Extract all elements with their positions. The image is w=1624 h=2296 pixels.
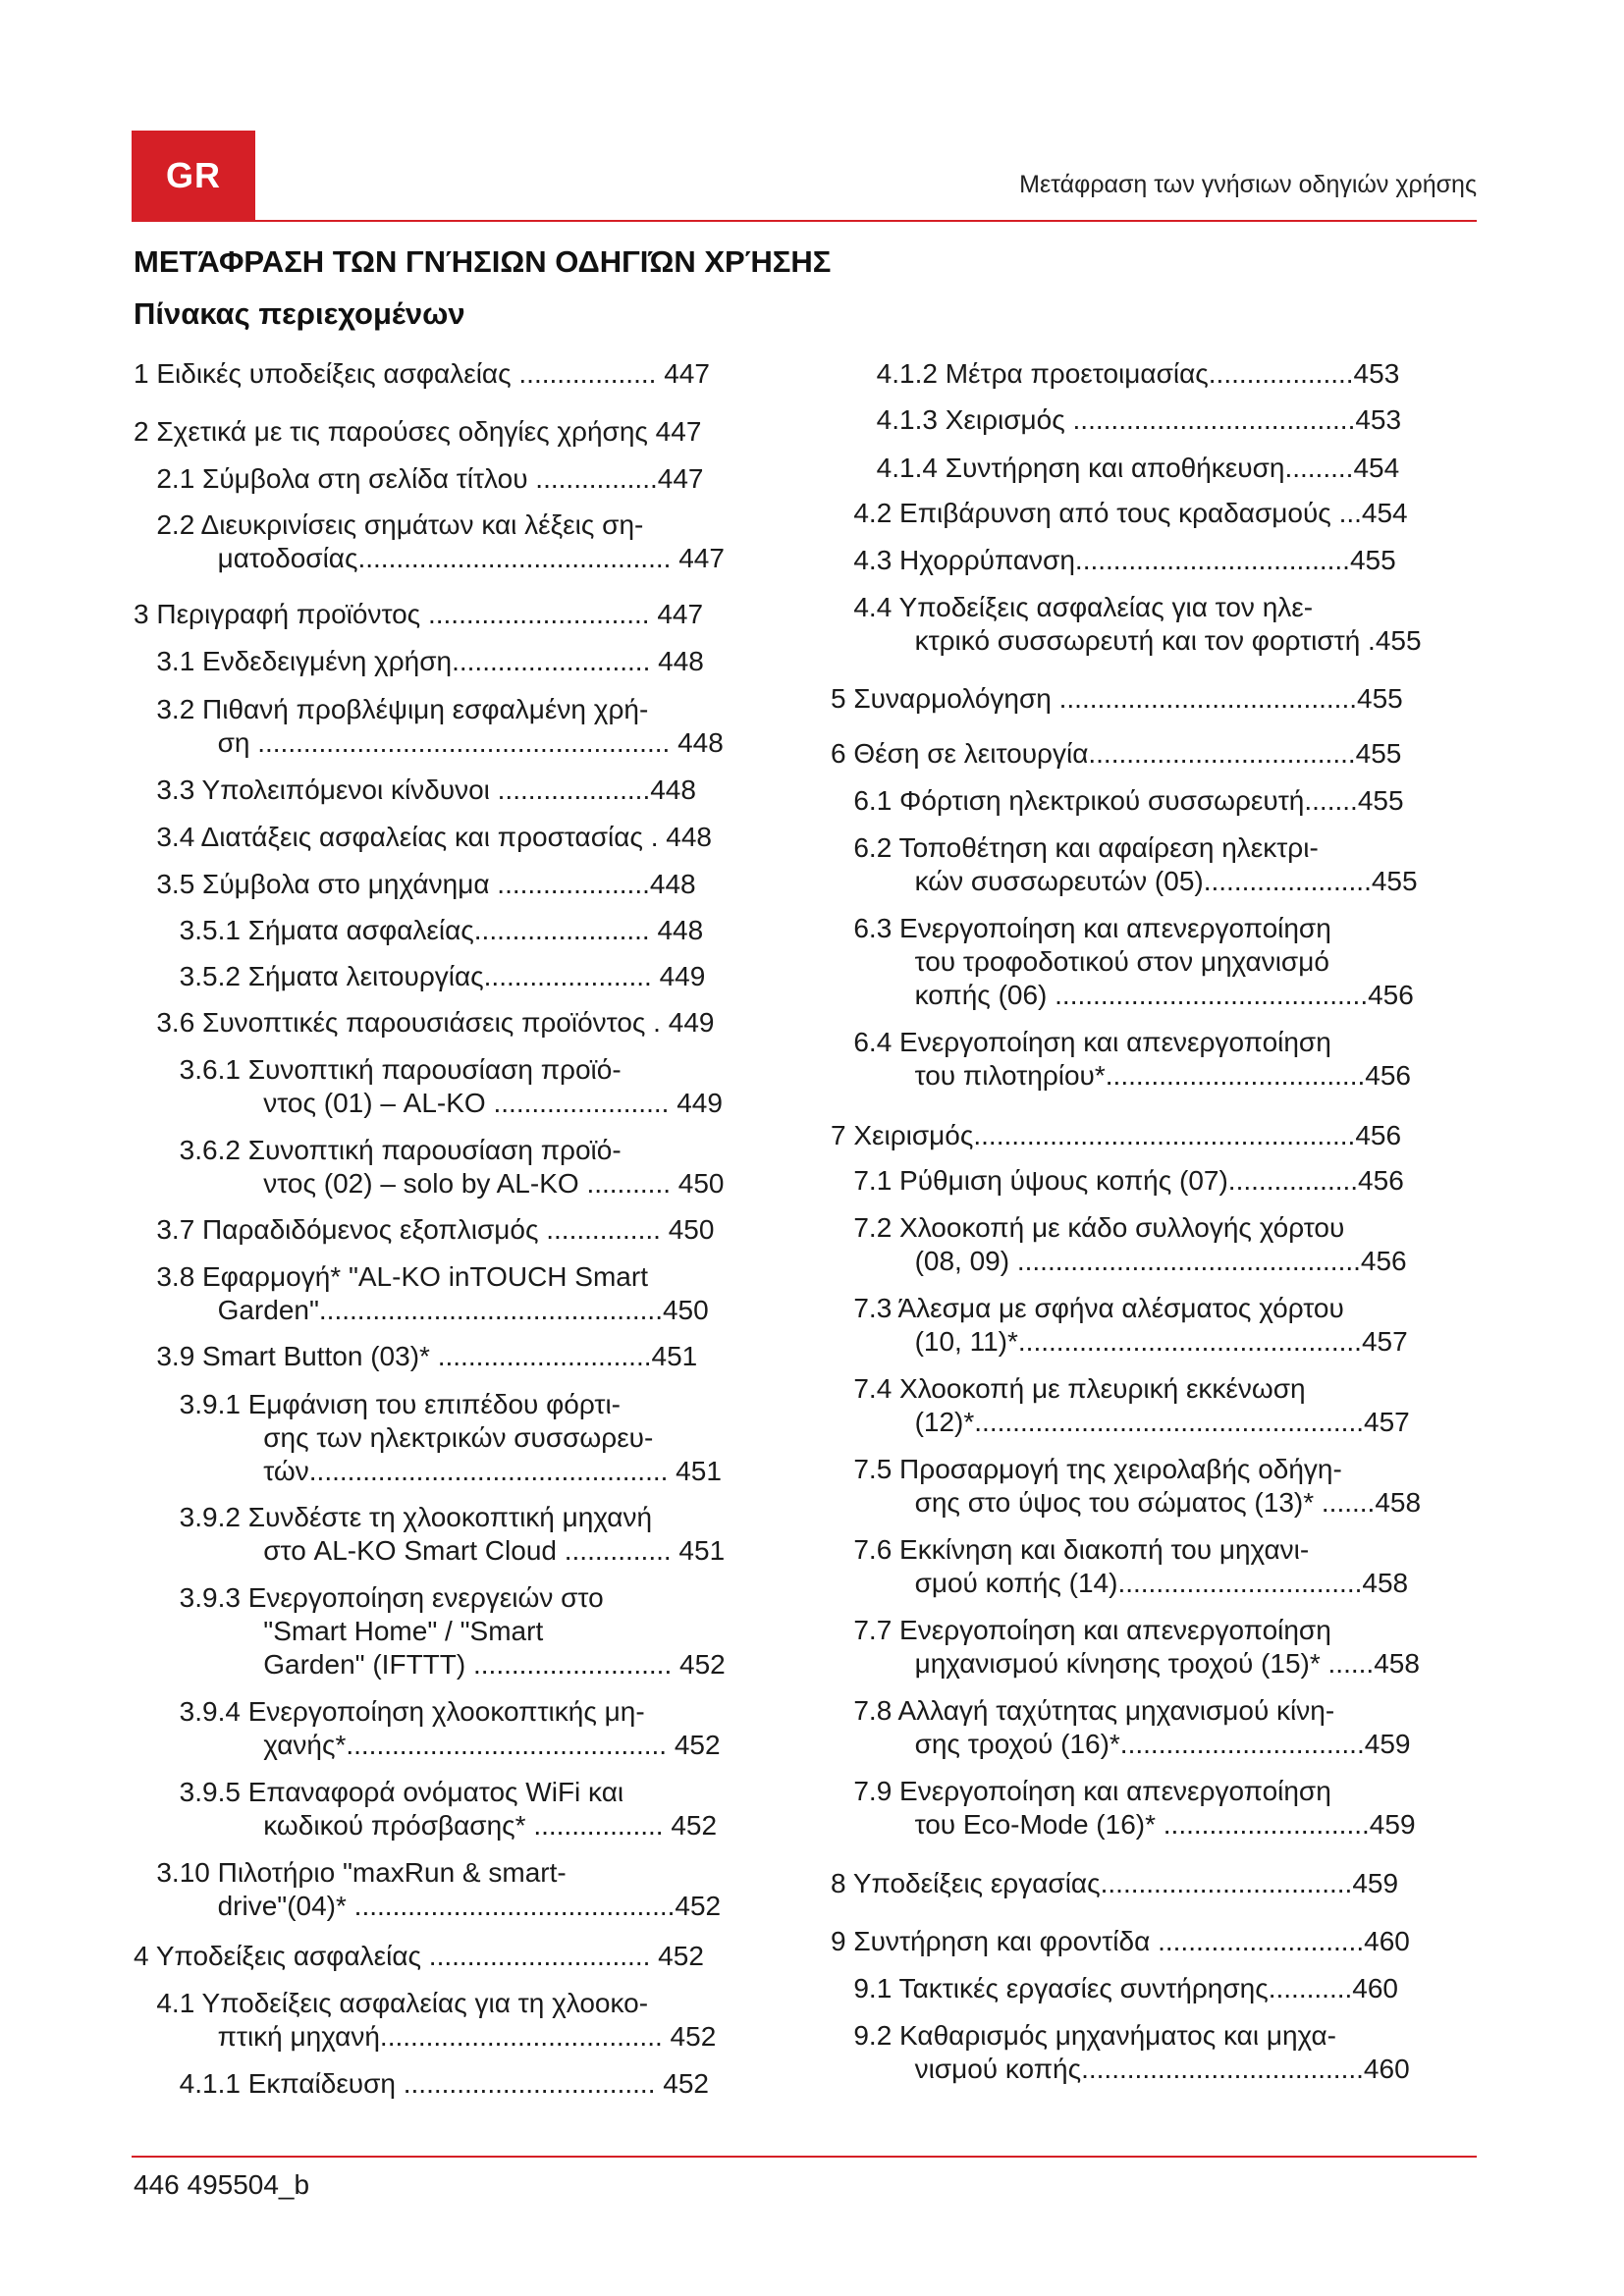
toc-entry-text: 3.4 Διατάξεις ασφαλείας και προστασίας . 448	[134, 822, 712, 852]
toc-entry[interactable]	[134, 357, 752, 391]
toc-entry-text: 7.3 Άλεσμα με σφήνα αλέσματος χόρτου (10, 11)*.............................................457	[853, 1293, 1408, 1357]
toc-entry[interactable]	[134, 415, 752, 449]
toc-entry[interactable]	[134, 508, 752, 575]
toc-entry[interactable]	[831, 1164, 1481, 1198]
toc-entry[interactable]	[134, 1213, 752, 1247]
toc-entry-text: 7.2 Χλοοκοπή με κάδο συλλογής χόρτου (08, 09) .............................................456	[853, 1212, 1407, 1276]
toc-entry-text: 5 Συναρμολόγηση .......................................455	[831, 683, 1403, 714]
toc-entry[interactable]	[831, 1614, 1481, 1681]
toc-entry-text: 7.4 Χλοοκοπή με πλευρική εκκένωση (12)*...................................................457	[853, 1373, 1410, 1437]
toc-entry[interactable]	[831, 544, 1481, 577]
toc-entry-text: 3.7 Παραδιδόμενος εξοπλισμός ............... 450	[134, 1214, 715, 1245]
toc-entry-text: 3.1 Ενδεδειγμένη χρήση.......................... 448	[134, 646, 704, 676]
toc-entry-text: 2.1 Σύμβολα στη σελίδα τίτλου ................447	[134, 463, 704, 494]
toc-entry[interactable]	[831, 737, 1481, 771]
toc-entry[interactable]	[831, 452, 1481, 485]
toc-entry-text: 2 Σχετικά με τις παρούσες οδηγίες χρήσης 447	[134, 416, 702, 447]
toc-entry[interactable]	[134, 1987, 752, 2054]
toc-entry-text: 3.2 Πιθανή προβλέψιμη εσφαλμένη χρή- ση ...................................................... 448	[156, 694, 724, 758]
toc-entry-text: 6.3 Ενεργοποίηση και απενεργοποίηση του τροφοδοτικού στον μηχανισμό κοπής (06) .........................................456	[853, 913, 1414, 1010]
toc-entry-text: 3.9.3 Ενεργοποίηση ενεργειών στο "Smart Home" / "Smart Garden" (IFTTT) .......................... 452	[179, 1582, 726, 1680]
toc-entry-text: 4.1.2 Μέτρα προετοιμασίας...................453	[831, 358, 1400, 389]
toc-entry[interactable]	[831, 1867, 1481, 1900]
toc-entry[interactable]	[831, 682, 1481, 716]
toc-entry[interactable]	[134, 774, 752, 807]
toc-entry-text: 7.5 Προσαρμογή της χειρολαβής οδήγη- σης στο ύψος του σώματος (13)* .......458	[853, 1454, 1422, 1518]
toc-entry-text: 3.9.4 Ενεργοποίηση χλοοκοπτικής μη- χανής*.......................................... 452	[179, 1696, 721, 1760]
toc-entry-text: 3.10 Πιλοτήριο "maxRun & smart- drive"(04)* ..........................................452	[156, 1857, 722, 1921]
document-title: ΜΕΤΆΦΡΑΣΗ ΤΩΝ ΓΝΉΣΙΩΝ ΟΔΗΓΙΏΝ ΧΡΉΣΗΣ	[134, 244, 832, 279]
toc-entry[interactable]	[134, 693, 752, 760]
toc-entry[interactable]	[134, 462, 752, 496]
toc-entry-text: 3.8 Εφαρμογή* "AL-KO inTOUCH Smart Garden".............................................450	[156, 1261, 709, 1325]
toc-entry[interactable]	[134, 1260, 752, 1327]
toc-heading: Πίνακας περιεχομένων	[134, 296, 465, 331]
toc-entry[interactable]	[831, 591, 1481, 658]
toc-entry[interactable]	[134, 645, 752, 678]
toc-entry-text: 3.9 Smart Button (03)* ............................451	[134, 1341, 698, 1371]
toc-entry[interactable]	[831, 784, 1481, 818]
toc-entry[interactable]	[831, 912, 1481, 1012]
header-title: Μετάφραση των γνήσιων οδηγιών χρήσης	[1019, 171, 1477, 198]
toc-entry[interactable]	[134, 1581, 752, 1682]
toc-entry[interactable]	[831, 1694, 1481, 1761]
toc-entry[interactable]	[134, 1940, 752, 1973]
header-divider	[132, 220, 1477, 222]
toc-entry[interactable]	[134, 1776, 752, 1842]
toc-entry[interactable]	[831, 497, 1481, 530]
toc-entry-text: 7.7 Ενεργοποίηση και απενεργοποίηση μηχανισμού κίνησης τροχού (15)* ......458	[853, 1615, 1420, 1679]
toc-entry-text: 4.4 Υποδείξεις ασφαλείας για τον ηλε- κτρικό συσσωρευτή και τον φορτιστή .455	[853, 592, 1422, 656]
toc-entry-text: 3.5.2 Σήματα λειτουργίας...................... 449	[134, 961, 706, 991]
toc-entry[interactable]	[134, 1053, 752, 1120]
toc-entry-text: 7 Χειρισμός..................................................456	[831, 1120, 1402, 1150]
toc-entry[interactable]	[831, 1925, 1481, 1958]
toc-entry[interactable]	[831, 1453, 1481, 1520]
toc-entry[interactable]	[134, 960, 752, 993]
toc-entry-text: 9 Συντήρηση και φροντίδα ...........................460	[831, 1926, 1410, 1956]
toc-entry[interactable]	[134, 2067, 752, 2101]
toc-entry-text: 1 Ειδικές υποδείξεις ασφαλείας .................. 447	[134, 358, 710, 389]
toc-entry[interactable]	[134, 1388, 752, 1488]
toc-entry-text: 3.6.2 Συνοπτική παρουσίαση προϊό- ντος (02) – solo by AL-KO ........... 450	[179, 1135, 725, 1199]
toc-entry-text: 7.6 Εκκίνηση και διακοπή του μηχανι- σμού κοπής (14)................................458	[853, 1534, 1409, 1598]
toc-entry-text: 3.6.1 Συνοπτική παρουσίαση προϊό- ντος (01) – AL-KO ....................... 449	[179, 1054, 723, 1118]
toc-entry-text: 4.2 Επιβάρυνση από τους κραδασμούς ...454	[831, 498, 1408, 528]
toc-entry-text: 3.5 Σύμβολα στο μηχάνημα ....................448	[134, 869, 696, 899]
toc-entry-text: 8 Υποδείξεις εργασίας.................................459	[831, 1868, 1399, 1898]
toc-entry[interactable]	[134, 868, 752, 901]
toc-entry[interactable]	[134, 1134, 752, 1201]
toc-entry-text: 4.1.4 Συντήρηση και αποθήκευση.........454	[831, 453, 1400, 483]
toc-entry[interactable]	[134, 1340, 752, 1373]
toc-entry-text: 4.3 Ηχορρύπανση....................................455	[831, 545, 1396, 575]
toc-entry-text: 3.9.5 Επαναφορά ονόματος WiFi και κωδικού πρόσβασης* ................. 452	[179, 1777, 718, 1841]
toc-entry-text: 3.9.2 Συνδέστε τη χλοοκοπτική μηχανή στο AL-KO Smart Cloud .............. 451	[179, 1502, 726, 1566]
toc-entry-text: 3.3 Υπολειπόμενοι κίνδυνοι ....................448	[134, 774, 696, 805]
toc-entry-text: 7.1 Ρύθμιση ύψους κοπής (07).................456	[831, 1165, 1404, 1196]
toc-entry-text: 2.2 Διευκρινίσεις σημάτων και λέξεις ση- ματοδοσίας......................................... 447	[156, 509, 725, 573]
toc-entry[interactable]	[831, 2019, 1481, 2086]
toc-entry[interactable]	[134, 914, 752, 947]
toc-entry-text: 9.2 Καθαρισμός μηχανήματος και μηχα- νισμού κοπής.....................................460	[853, 2020, 1410, 2084]
toc-entry[interactable]	[134, 821, 752, 854]
toc-entry[interactable]	[831, 1211, 1481, 1278]
toc-entry-text: 6.1 Φόρτιση ηλεκτρικού συσσωρευτή.......455	[831, 785, 1404, 816]
toc-entry-text: 3.9.1 Εμφάνιση του επιπέδου φόρτι- σης των ηλεκτρικών συσσωρευ- τών............................................... 451	[179, 1389, 722, 1486]
language-badge	[132, 131, 255, 221]
toc-entry-text: 4 Υποδείξεις ασφαλείας ............................. 452	[134, 1941, 704, 1971]
toc-entry-text: 4.1.1 Εκπαίδευση ................................. 452	[134, 2068, 709, 2099]
toc-entry[interactable]	[831, 1119, 1481, 1152]
toc-entry-text: 3 Περιγραφή προϊόντος ............................. 447	[134, 599, 704, 629]
toc-entry-text: 4.1 Υποδείξεις ασφαλείας για τη χλοοκο- πτική μηχανή..................................... 452	[156, 1988, 717, 2052]
toc-entry-text: 6.4 Ενεργοποίηση και απενεργοποίηση του πιλοτηρίου*..................................456	[853, 1027, 1411, 1091]
toc-entry[interactable]	[134, 1695, 752, 1762]
toc-entry[interactable]	[831, 403, 1481, 437]
toc-entry-text: 7.8 Αλλαγή ταχύτητας μηχανισμού κίνη- σης τροχού (16)*................................459	[853, 1695, 1411, 1759]
toc-entry-text: 3.5.1 Σήματα ασφαλείας....................... 448	[134, 915, 704, 945]
toc-entry-text: 9.1 Τακτικές εργασίες συντήρησης...........460	[831, 1973, 1399, 2003]
toc-entry[interactable]	[831, 1026, 1481, 1093]
toc-entry[interactable]	[831, 357, 1481, 391]
toc-entry-text: 6.2 Τοποθέτηση και αφαίρεση ηλεκτρι- κών συσσωρευτών (05)......................455	[853, 832, 1418, 896]
footer-doc-code: 446 495504_b	[134, 2169, 310, 2200]
toc-entry[interactable]	[134, 598, 752, 631]
toc-entry-text: 3.6 Συνοπτικές παρουσιάσεις προϊόντος . 449	[134, 1007, 715, 1038]
toc-entry-text: 4.1.3 Χειρισμός .....................................453	[831, 404, 1402, 435]
toc-entry[interactable]	[831, 1292, 1481, 1359]
toc-entry[interactable]	[831, 1775, 1481, 1842]
toc-entry-text: 6 Θέση σε λειτουργία...................................455	[831, 738, 1402, 769]
toc-entry[interactable]	[831, 831, 1481, 898]
toc-entry[interactable]	[831, 1972, 1481, 2005]
footer-divider	[132, 2156, 1477, 2158]
language-code: GR	[166, 155, 221, 195]
toc-entry[interactable]	[134, 1856, 752, 1923]
toc-entry[interactable]	[134, 1006, 752, 1040]
toc-entry[interactable]	[831, 1372, 1481, 1439]
toc-entry-text: 7.9 Ενεργοποίηση και απενεργοποίηση του Eco-Mode (16)* ...........................459	[853, 1776, 1416, 1840]
toc-entry[interactable]	[831, 1533, 1481, 1600]
toc-entry[interactable]	[134, 1501, 752, 1568]
